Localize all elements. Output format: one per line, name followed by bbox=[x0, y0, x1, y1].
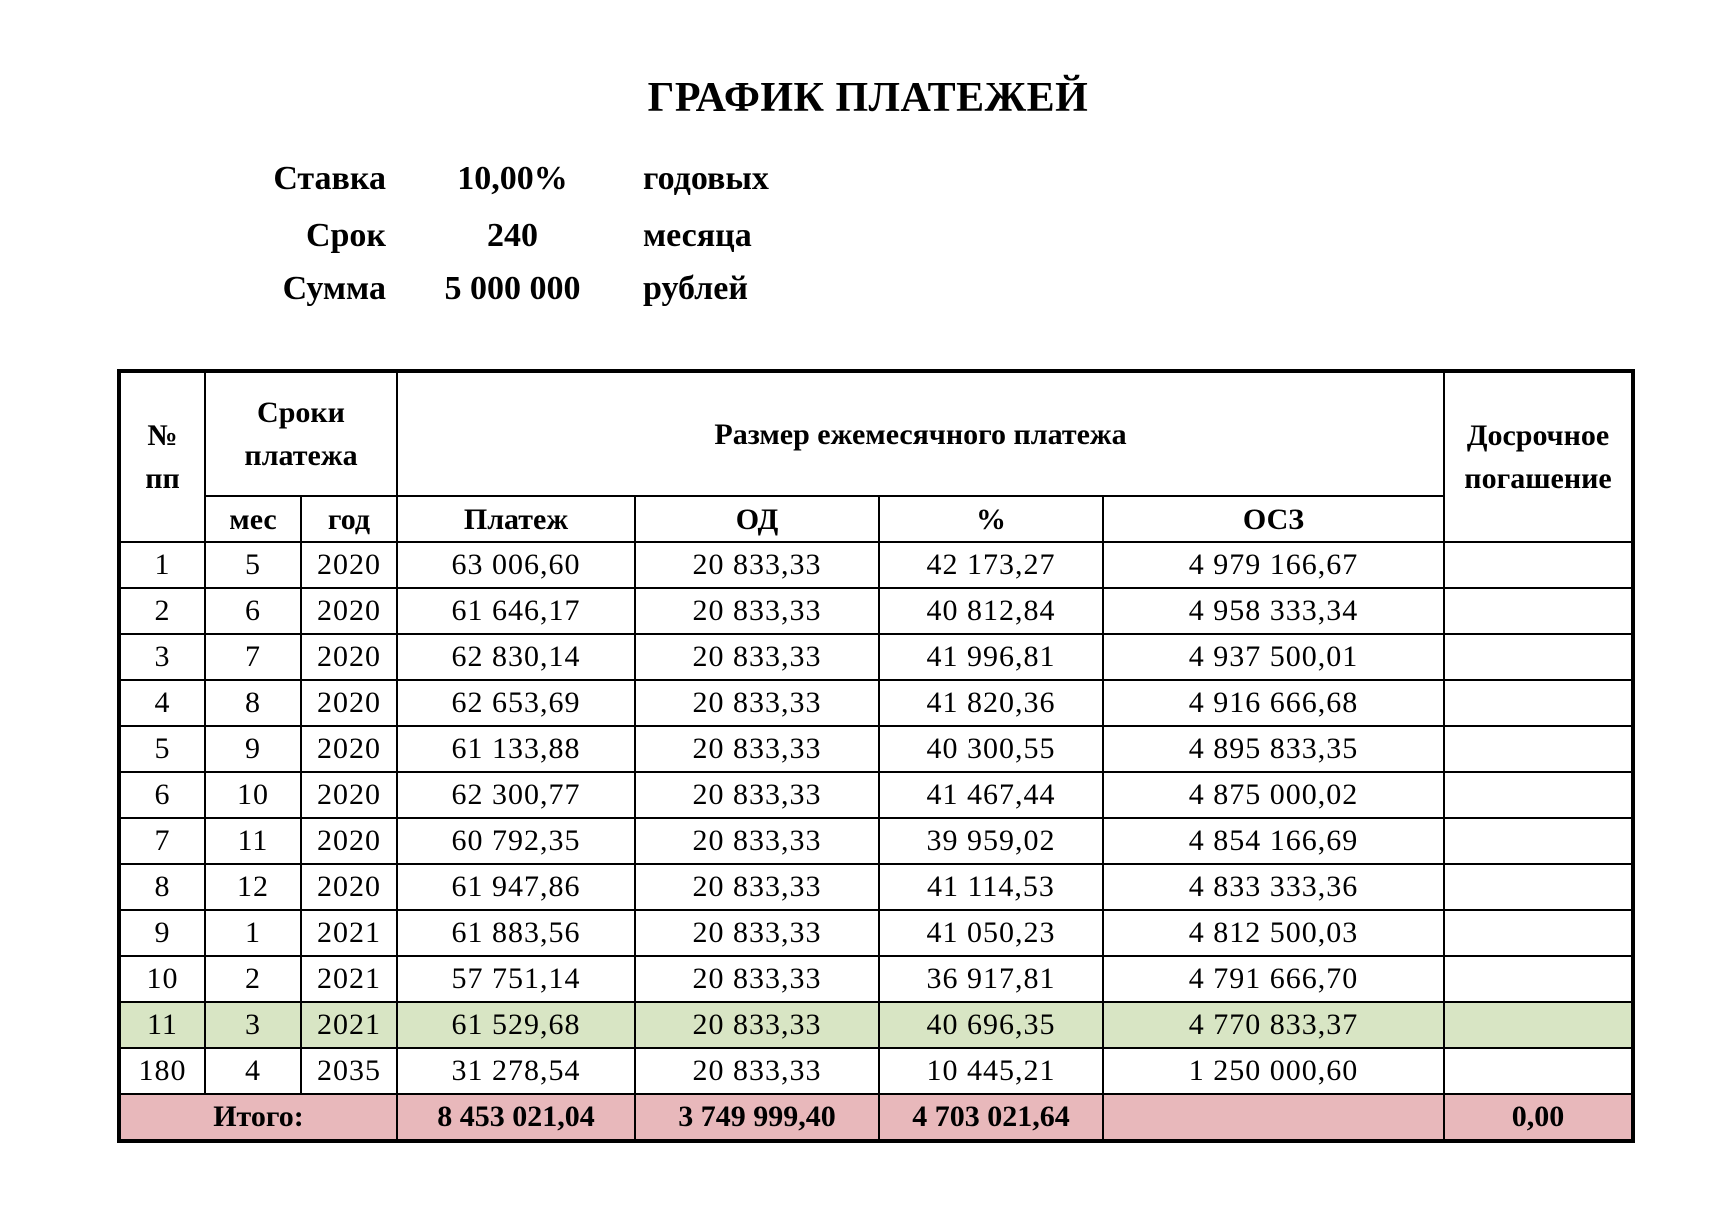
cell-principal: 20 833,33 bbox=[635, 542, 879, 588]
cell-month: 6 bbox=[205, 588, 301, 634]
param-unit: годовых bbox=[643, 160, 769, 197]
cell-principal: 20 833,33 bbox=[635, 956, 879, 1002]
param-value: 5 000 000 bbox=[444, 270, 581, 307]
cell-number: 10 bbox=[119, 956, 205, 1002]
table-row bbox=[119, 542, 1633, 588]
cell-payment: 62 300,77 bbox=[397, 772, 635, 818]
param-unit: месяца bbox=[643, 217, 752, 254]
cell-principal: 20 833,33 bbox=[635, 910, 879, 956]
header-payment-terms bbox=[205, 371, 397, 496]
cell-balance: 4 770 833,37 bbox=[1103, 1002, 1444, 1048]
cell-payment: 61 133,88 bbox=[397, 726, 635, 772]
cell-number: 6 bbox=[119, 772, 205, 818]
cell-month: 5 bbox=[205, 542, 301, 588]
cell-year: 2020 bbox=[301, 772, 397, 818]
cell-principal: 20 833,33 bbox=[635, 680, 879, 726]
cell-early-repayment bbox=[1444, 588, 1633, 634]
cell-number: 8 bbox=[119, 864, 205, 910]
cell-number: 7 bbox=[119, 818, 205, 864]
header-number-line2: пп bbox=[145, 462, 180, 495]
cell-year: 2020 bbox=[301, 588, 397, 634]
header-payment: Платеж bbox=[397, 496, 635, 542]
table-row bbox=[119, 588, 1633, 634]
cell-year: 2020 bbox=[301, 726, 397, 772]
header-percent: % bbox=[879, 496, 1103, 542]
cell-payment: 61 947,86 bbox=[397, 864, 635, 910]
table-row bbox=[119, 772, 1633, 818]
cell-percent: 10 445,21 bbox=[879, 1048, 1103, 1094]
cell-balance: 4 979 166,67 bbox=[1103, 542, 1444, 588]
table-row bbox=[119, 818, 1633, 864]
param-label: Ставка bbox=[273, 160, 386, 197]
cell-month: 11 bbox=[205, 818, 301, 864]
header-monthly-payment: Размер ежемесячного платежа bbox=[397, 371, 1444, 496]
cell-year: 2021 bbox=[301, 1002, 397, 1048]
cell-balance: 4 875 000,02 bbox=[1103, 772, 1444, 818]
cell-month: 10 bbox=[205, 772, 301, 818]
header-number bbox=[119, 371, 205, 542]
param-value: 10,00% bbox=[457, 160, 568, 197]
totals-early: 0,00 bbox=[1444, 1094, 1633, 1141]
cell-percent: 39 959,02 bbox=[879, 818, 1103, 864]
table-row bbox=[119, 726, 1633, 772]
cell-payment: 62 653,69 bbox=[397, 680, 635, 726]
cell-principal: 20 833,33 bbox=[635, 1002, 879, 1048]
cell-payment: 31 278,54 bbox=[397, 1048, 635, 1094]
header-balance: ОСЗ bbox=[1103, 496, 1444, 542]
cell-year: 2020 bbox=[301, 680, 397, 726]
cell-early-repayment bbox=[1444, 864, 1633, 910]
cell-early-repayment bbox=[1444, 1048, 1633, 1094]
cell-percent: 40 300,55 bbox=[879, 726, 1103, 772]
cell-number: 4 bbox=[119, 680, 205, 726]
cell-percent: 41 820,36 bbox=[879, 680, 1103, 726]
cell-percent: 36 917,81 bbox=[879, 956, 1103, 1002]
page-title: ГРАФИК ПЛАТЕЖЕЙ bbox=[647, 75, 1089, 121]
cell-year: 2020 bbox=[301, 634, 397, 680]
header-terms-line1: Сроки bbox=[257, 396, 345, 429]
cell-year: 2020 bbox=[301, 864, 397, 910]
schedule-body bbox=[119, 542, 1633, 1094]
payment-schedule-table bbox=[117, 369, 1635, 1143]
cell-early-repayment bbox=[1444, 1002, 1633, 1048]
cell-early-repayment bbox=[1444, 772, 1633, 818]
cell-balance: 4 833 333,36 bbox=[1103, 864, 1444, 910]
cell-number: 2 bbox=[119, 588, 205, 634]
param-term bbox=[0, 217, 900, 261]
cell-month: 8 bbox=[205, 680, 301, 726]
table-row bbox=[119, 680, 1633, 726]
cell-percent: 41 050,23 bbox=[879, 910, 1103, 956]
cell-payment: 61 529,68 bbox=[397, 1002, 635, 1048]
param-unit: рублей bbox=[643, 270, 748, 307]
cell-number: 11 bbox=[119, 1002, 205, 1048]
cell-balance: 4 791 666,70 bbox=[1103, 956, 1444, 1002]
header-early-repayment bbox=[1444, 371, 1633, 542]
cell-principal: 20 833,33 bbox=[635, 772, 879, 818]
header-early-line1: Досрочное bbox=[1466, 419, 1610, 452]
cell-percent: 40 812,84 bbox=[879, 588, 1103, 634]
totals-balance bbox=[1103, 1094, 1444, 1141]
totals-label: Итого: bbox=[119, 1094, 397, 1141]
param-label: Сумма bbox=[282, 270, 386, 307]
totals-percent: 4 703 021,64 bbox=[879, 1094, 1103, 1141]
cell-month: 3 bbox=[205, 1002, 301, 1048]
cell-month: 12 bbox=[205, 864, 301, 910]
cell-month: 2 bbox=[205, 956, 301, 1002]
cell-payment: 61 646,17 bbox=[397, 588, 635, 634]
cell-number: 3 bbox=[119, 634, 205, 680]
param-rate bbox=[0, 160, 900, 204]
cell-number: 180 bbox=[119, 1048, 205, 1094]
cell-early-repayment bbox=[1444, 680, 1633, 726]
cell-month: 1 bbox=[205, 910, 301, 956]
cell-payment: 61 883,56 bbox=[397, 910, 635, 956]
cell-early-repayment bbox=[1444, 956, 1633, 1002]
cell-balance: 4 937 500,01 bbox=[1103, 634, 1444, 680]
cell-year: 2035 bbox=[301, 1048, 397, 1094]
cell-percent: 41 996,81 bbox=[879, 634, 1103, 680]
param-value: 240 bbox=[487, 217, 538, 254]
cell-month: 9 bbox=[205, 726, 301, 772]
cell-payment: 57 751,14 bbox=[397, 956, 635, 1002]
cell-balance: 4 958 333,34 bbox=[1103, 588, 1444, 634]
cell-number: 5 bbox=[119, 726, 205, 772]
header-terms-line2: платежа bbox=[244, 439, 358, 472]
cell-principal: 20 833,33 bbox=[635, 818, 879, 864]
totals-row bbox=[119, 1094, 1633, 1141]
cell-month: 4 bbox=[205, 1048, 301, 1094]
cell-early-repayment bbox=[1444, 910, 1633, 956]
cell-balance: 4 895 833,35 bbox=[1103, 726, 1444, 772]
cell-principal: 20 833,33 bbox=[635, 634, 879, 680]
cell-early-repayment bbox=[1444, 726, 1633, 772]
cell-principal: 20 833,33 bbox=[635, 1048, 879, 1094]
header-year: год bbox=[301, 496, 397, 542]
param-amount bbox=[0, 270, 900, 314]
cell-principal: 20 833,33 bbox=[635, 588, 879, 634]
cell-principal: 20 833,33 bbox=[635, 864, 879, 910]
table-row-highlighted bbox=[119, 1002, 1633, 1048]
header-early-line2: погашение bbox=[1464, 462, 1612, 495]
cell-number: 9 bbox=[119, 910, 205, 956]
header-number-line1: № bbox=[147, 419, 178, 452]
cell-percent: 42 173,27 bbox=[879, 542, 1103, 588]
cell-balance: 1 250 000,60 bbox=[1103, 1048, 1444, 1094]
table-row bbox=[119, 956, 1633, 1002]
cell-balance: 4 854 166,69 bbox=[1103, 818, 1444, 864]
cell-principal: 20 833,33 bbox=[635, 726, 879, 772]
cell-balance: 4 916 666,68 bbox=[1103, 680, 1444, 726]
cell-year: 2020 bbox=[301, 542, 397, 588]
cell-early-repayment bbox=[1444, 634, 1633, 680]
table-row bbox=[119, 1048, 1633, 1094]
cell-year: 2020 bbox=[301, 818, 397, 864]
cell-payment: 60 792,35 bbox=[397, 818, 635, 864]
cell-month: 7 bbox=[205, 634, 301, 680]
header-principal: ОД bbox=[635, 496, 879, 542]
header-month: мес bbox=[205, 496, 301, 542]
totals-principal: 3 749 999,40 bbox=[635, 1094, 879, 1141]
totals-payment: 8 453 021,04 bbox=[397, 1094, 635, 1141]
cell-payment: 62 830,14 bbox=[397, 634, 635, 680]
table-row bbox=[119, 910, 1633, 956]
cell-payment: 63 006,60 bbox=[397, 542, 635, 588]
cell-early-repayment bbox=[1444, 542, 1633, 588]
cell-year: 2021 bbox=[301, 910, 397, 956]
table-row bbox=[119, 864, 1633, 910]
cell-early-repayment bbox=[1444, 818, 1633, 864]
cell-balance: 4 812 500,03 bbox=[1103, 910, 1444, 956]
cell-percent: 41 467,44 bbox=[879, 772, 1103, 818]
cell-year: 2021 bbox=[301, 956, 397, 1002]
table-row bbox=[119, 634, 1633, 680]
cell-percent: 40 696,35 bbox=[879, 1002, 1103, 1048]
param-label: Срок bbox=[305, 217, 386, 254]
cell-percent: 41 114,53 bbox=[879, 864, 1103, 910]
cell-number: 1 bbox=[119, 542, 205, 588]
